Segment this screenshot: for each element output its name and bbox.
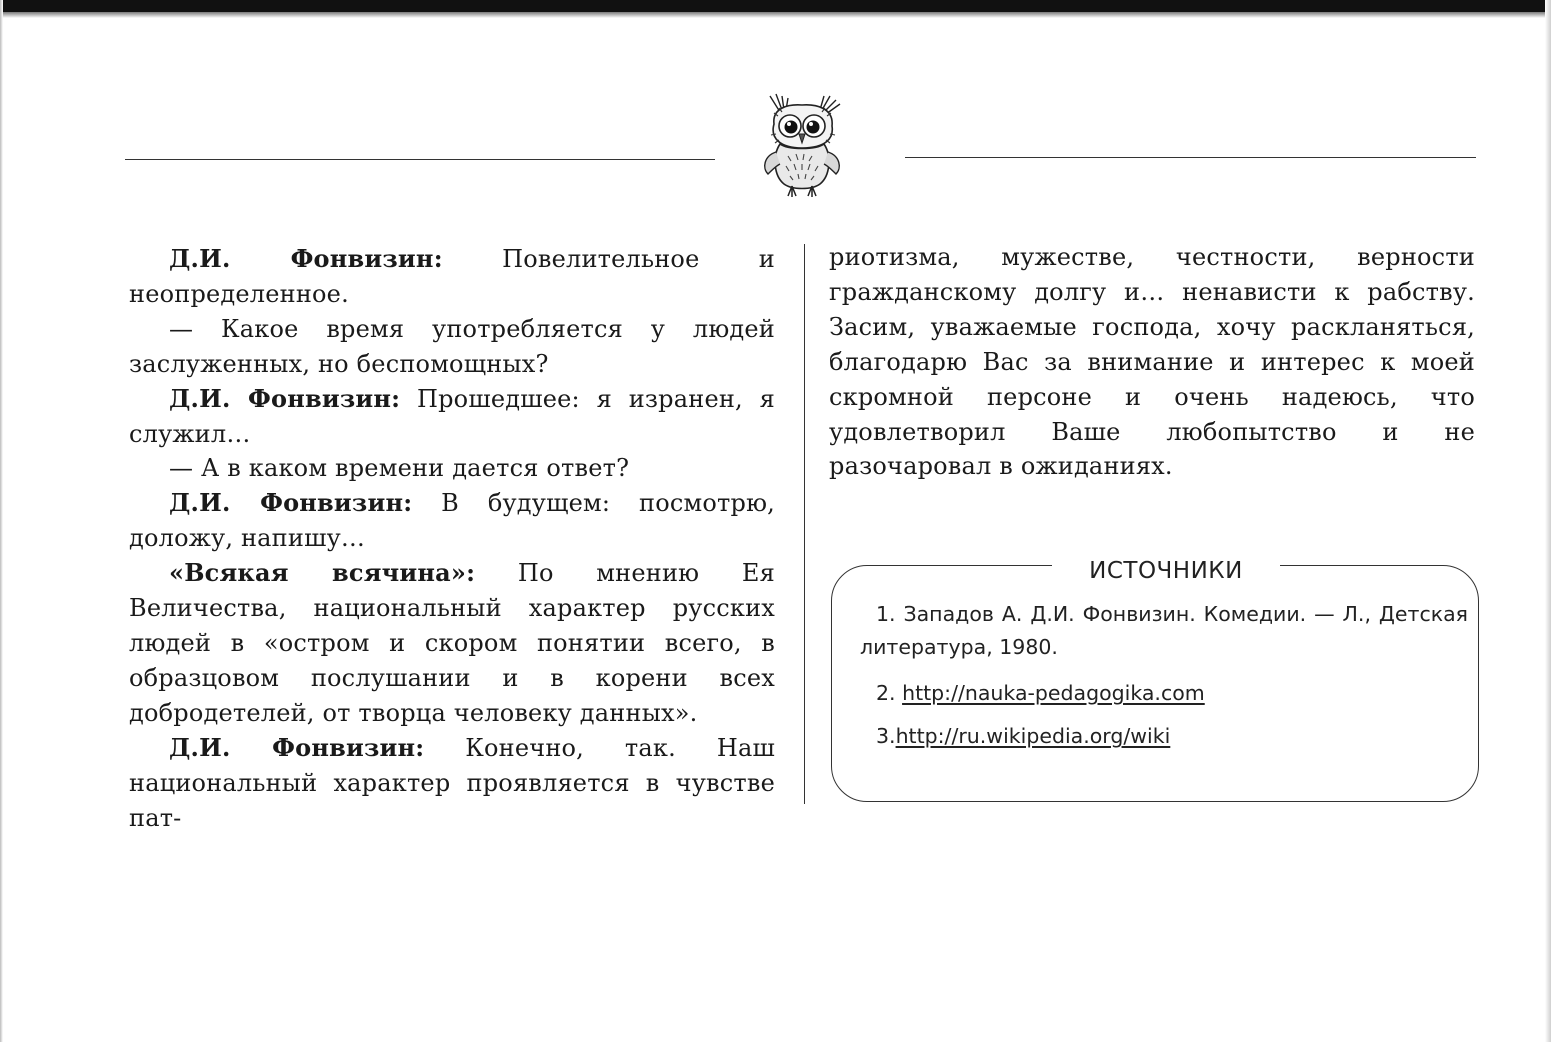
paragraph [129, 731, 775, 836]
header-rule-left [125, 159, 715, 160]
source-link[interactable]: http://ru.wikipedia.org/wiki [895, 724, 1171, 748]
paragraph [829, 240, 1475, 484]
right-column [829, 240, 1475, 484]
paragraph [129, 486, 775, 556]
source-number: 2. [876, 681, 903, 705]
scan-top-edge [0, 0, 1551, 12]
paragraph-text: Конечно, так. Наш национальный характер проявляется в чувстве пат- [129, 733, 775, 832]
owl-icon [752, 90, 852, 202]
left-column [129, 242, 775, 835]
header-rule-right [905, 157, 1476, 158]
paragraph-text: — А в каком времени дается ответ? [169, 454, 630, 483]
scan-top-shadow [0, 12, 1551, 18]
source-link[interactable]: http://nauka-pedagogika.com [902, 681, 1205, 705]
paragraph [129, 556, 775, 731]
column-divider [804, 244, 805, 804]
source-item [860, 677, 1468, 710]
paragraph-text: Повелительное и неопределенное. [129, 245, 776, 308]
paragraph-text: Прошедшее: я изранен, я служил… [129, 384, 775, 448]
source-number: 3. [876, 724, 896, 748]
paragraph-text: По мнению Ея Величества, национальный характер русских людей в «остром и скором понятии всего, в образцовом послушании и в корени всех добродетелей, от творца человеку данных». [129, 559, 775, 727]
paragraph [129, 242, 775, 312]
source-item: 1. Западов А. Д.И. Фонвизин. Комедии. — Л., Детская литература, 1980. [860, 602, 1468, 659]
paragraph [129, 312, 775, 382]
sources-list [860, 598, 1468, 753]
paragraph-text: риотизма, мужестве, честности, верности гражданскому долгу и… ненависти к рабству. Засим, уважаемые господа, хочу раскланяться, благодарю Вас за внимание и интерес к моей скромной персоне и очень надеюсь, что удовлетворил Ваше любопытство и не разочаровал в ожиданиях. [829, 243, 1475, 481]
speaker-name: «Всякая всячина»: [169, 558, 476, 588]
paragraph [129, 382, 775, 452]
speaker-name: Д.И. Фонвизин: [169, 244, 443, 273]
speaker-name: Д.И. Фонвизин: [169, 383, 401, 413]
scan-right-edge [1545, 0, 1551, 1042]
sources-title: ИСТОЧНИКИ [1052, 552, 1280, 590]
paragraph [129, 451, 775, 486]
paragraph-text: В будущем: посмотрю, доложу, напишу… [129, 489, 775, 553]
speaker-name: Д.И. Фонвизин: [169, 488, 413, 518]
paragraph-text: — Какое время употребляется у людей заслуженных, но беспомощных? [129, 314, 775, 378]
speaker-name: Д.И. Фонвизин: [169, 732, 425, 762]
source-item [860, 720, 1468, 753]
scan-left-edge [0, 0, 3, 1042]
